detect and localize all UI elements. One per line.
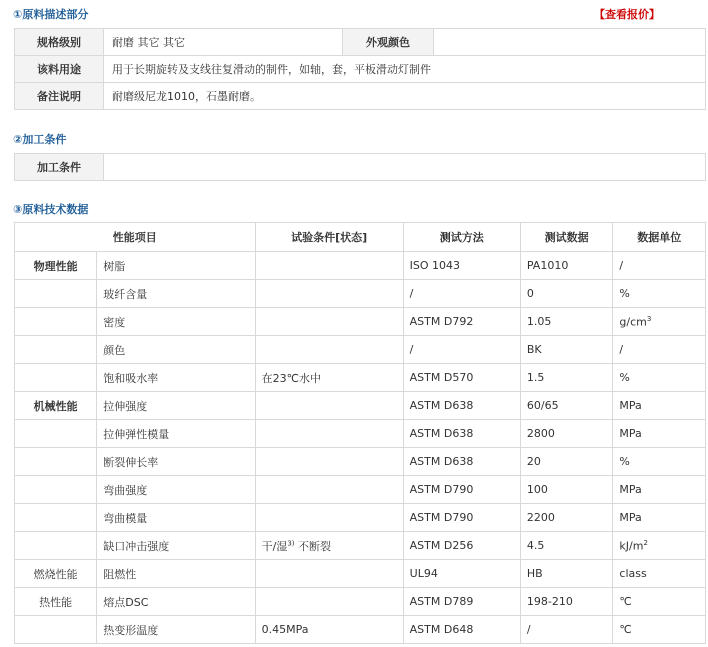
category-cell: [15, 364, 97, 392]
unit-cell: [613, 448, 706, 476]
unit-text: MPa: [619, 399, 642, 412]
unit-cell: [613, 476, 706, 504]
value-cell: 60/65: [520, 392, 613, 420]
unit-cell: [613, 532, 706, 560]
value-cell: 0: [520, 280, 613, 308]
unit-text: MPa: [619, 483, 642, 496]
condition-text: 干/湿: [261, 539, 288, 553]
unit-text: %: [619, 455, 630, 468]
header-unit: 数据单位: [613, 223, 706, 252]
header-value: 测试数据: [520, 223, 613, 252]
table-row: [15, 616, 706, 644]
property-cell: 密度: [97, 308, 255, 336]
value-cell: 2800: [520, 420, 613, 448]
unit-text: class: [619, 567, 647, 580]
condition-cell: [255, 588, 403, 616]
table-row: [15, 336, 706, 364]
technical-data-table: [14, 222, 706, 644]
property-cell: 弯曲强度: [97, 476, 255, 504]
usage-value: 用于长期旋转及支线往复滑动的制件，如轴，套，平板滑动灯制件: [104, 56, 706, 83]
category-cell: [15, 308, 97, 336]
condition-cell: [255, 252, 403, 280]
unit-cell: [613, 560, 706, 588]
condition-cell: [255, 616, 403, 644]
table-row: [15, 588, 706, 616]
unit-text: kJ/m: [619, 539, 644, 553]
condition-cell: [255, 560, 403, 588]
category-cell: [15, 504, 97, 532]
appearance-label: 外观颜色: [343, 29, 434, 56]
condition-tail: 不断裂: [294, 539, 331, 553]
category-cell: [15, 448, 97, 476]
unit-cell: [613, 504, 706, 532]
value-cell: 100: [520, 476, 613, 504]
unit-cell: [613, 252, 706, 280]
property-cell: 弯曲模量: [97, 504, 255, 532]
category-cell: 物理性能: [15, 252, 97, 280]
method-cell: ASTM D638: [403, 420, 520, 448]
grade-label: 规格级别: [15, 29, 104, 56]
value-cell: BK: [520, 336, 613, 364]
unit-text: %: [619, 287, 630, 300]
unit-text: /: [619, 259, 624, 272]
category-cell: [15, 476, 97, 504]
method-cell: ASTM D790: [403, 504, 520, 532]
section-title-technical: ③原料技术数据: [13, 203, 89, 216]
category-cell: 燃烧性能: [15, 560, 97, 588]
table-row: [15, 560, 706, 588]
method-cell: ASTM D792: [403, 308, 520, 336]
table-row: [15, 364, 706, 392]
property-cell: 玻纤含量: [97, 280, 255, 308]
table-row: [15, 308, 706, 336]
method-cell: ISO 1043: [403, 252, 520, 280]
method-cell: ASTM D789: [403, 588, 520, 616]
condition-text: 0.45MPa: [261, 623, 309, 636]
condition-cell: [255, 420, 403, 448]
value-cell: PA1010: [520, 252, 613, 280]
method-cell: ASTM D570: [403, 364, 520, 392]
table-row: [15, 532, 706, 560]
table-header-row: [15, 223, 706, 252]
table-row: [15, 476, 706, 504]
note-value: 耐磨级尼龙1010，石墨耐磨。: [104, 83, 706, 110]
header-method: 测试方法: [403, 223, 520, 252]
table-row: [15, 448, 706, 476]
table-row: [15, 280, 706, 308]
value-cell: 198-210: [520, 588, 613, 616]
category-cell: [15, 280, 97, 308]
value-cell: /: [520, 616, 613, 644]
value-cell: HB: [520, 560, 613, 588]
condition-cell: [255, 476, 403, 504]
condition-text: 在23℃水中: [261, 371, 321, 385]
method-cell: UL94: [403, 560, 520, 588]
unit-text: ℃: [619, 623, 632, 636]
category-cell: 机械性能: [15, 392, 97, 420]
category-cell: [15, 336, 97, 364]
section-title-description: ①原料描述部分: [13, 8, 89, 21]
unit-text: MPa: [619, 511, 642, 524]
table-row: [15, 252, 706, 280]
view-price-link[interactable]: 【查看报价】: [594, 8, 660, 21]
processing-label: 加工条件: [15, 154, 104, 181]
condition-cell: [255, 532, 403, 560]
property-cell: 树脂: [97, 252, 255, 280]
processing-table: [14, 153, 706, 181]
unit-text: ℃: [619, 595, 632, 608]
unit-cell: [613, 364, 706, 392]
description-table: [14, 28, 706, 110]
category-cell: [15, 616, 97, 644]
value-cell: 2200: [520, 504, 613, 532]
category-cell: 热性能: [15, 588, 97, 616]
method-cell: /: [403, 336, 520, 364]
value-cell: 4.5: [520, 532, 613, 560]
condition-cell: [255, 280, 403, 308]
note-label: 备注说明: [15, 83, 104, 110]
property-cell: 颜色: [97, 336, 255, 364]
condition-cell: [255, 308, 403, 336]
property-cell: 拉伸强度: [97, 392, 255, 420]
method-cell: ASTM D638: [403, 448, 520, 476]
condition-superscript: 3): [287, 538, 295, 547]
grade-value: 耐磨 其它 其它: [104, 29, 343, 56]
method-cell: /: [403, 280, 520, 308]
method-cell: ASTM D256: [403, 532, 520, 560]
processing-value: [104, 154, 706, 181]
appearance-value: [434, 29, 706, 56]
property-cell: 熔点DSC: [97, 588, 255, 616]
condition-cell: [255, 364, 403, 392]
unit-cell: [613, 280, 706, 308]
method-cell: ASTM D790: [403, 476, 520, 504]
condition-cell: [255, 336, 403, 364]
unit-cell: [613, 336, 706, 364]
condition-cell: [255, 392, 403, 420]
property-cell: 饱和吸水率: [97, 364, 255, 392]
section-title-processing: ②加工条件: [13, 133, 67, 146]
unit-superscript: 3: [646, 314, 652, 323]
method-cell: ASTM D638: [403, 392, 520, 420]
unit-cell: [613, 308, 706, 336]
unit-text: %: [619, 371, 630, 384]
table-row: [15, 420, 706, 448]
unit-text: /: [619, 343, 624, 356]
property-cell: 拉伸弹性模量: [97, 420, 255, 448]
category-cell: [15, 420, 97, 448]
property-cell: 阻燃性: [97, 560, 255, 588]
property-cell: 热变形温度: [97, 616, 255, 644]
unit-cell: [613, 392, 706, 420]
method-cell: ASTM D648: [403, 616, 520, 644]
value-cell: 1.5: [520, 364, 613, 392]
header-condition: 试验条件[状态]: [255, 223, 403, 252]
value-cell: 20: [520, 448, 613, 476]
table-row: [15, 504, 706, 532]
condition-cell: [255, 504, 403, 532]
category-cell: [15, 532, 97, 560]
unit-text: g/cm: [619, 315, 647, 329]
unit-superscript: 2: [643, 538, 648, 547]
condition-cell: [255, 448, 403, 476]
unit-cell: [613, 616, 706, 644]
property-cell: 缺口冲击强度: [97, 532, 255, 560]
property-cell: 断裂伸长率: [97, 448, 255, 476]
usage-label: 该料用途: [15, 56, 104, 83]
unit-cell: [613, 588, 706, 616]
value-cell: 1.05: [520, 308, 613, 336]
unit-text: MPa: [619, 427, 642, 440]
header-property: 性能项目: [15, 223, 256, 252]
unit-cell: [613, 420, 706, 448]
table-row: [15, 392, 706, 420]
